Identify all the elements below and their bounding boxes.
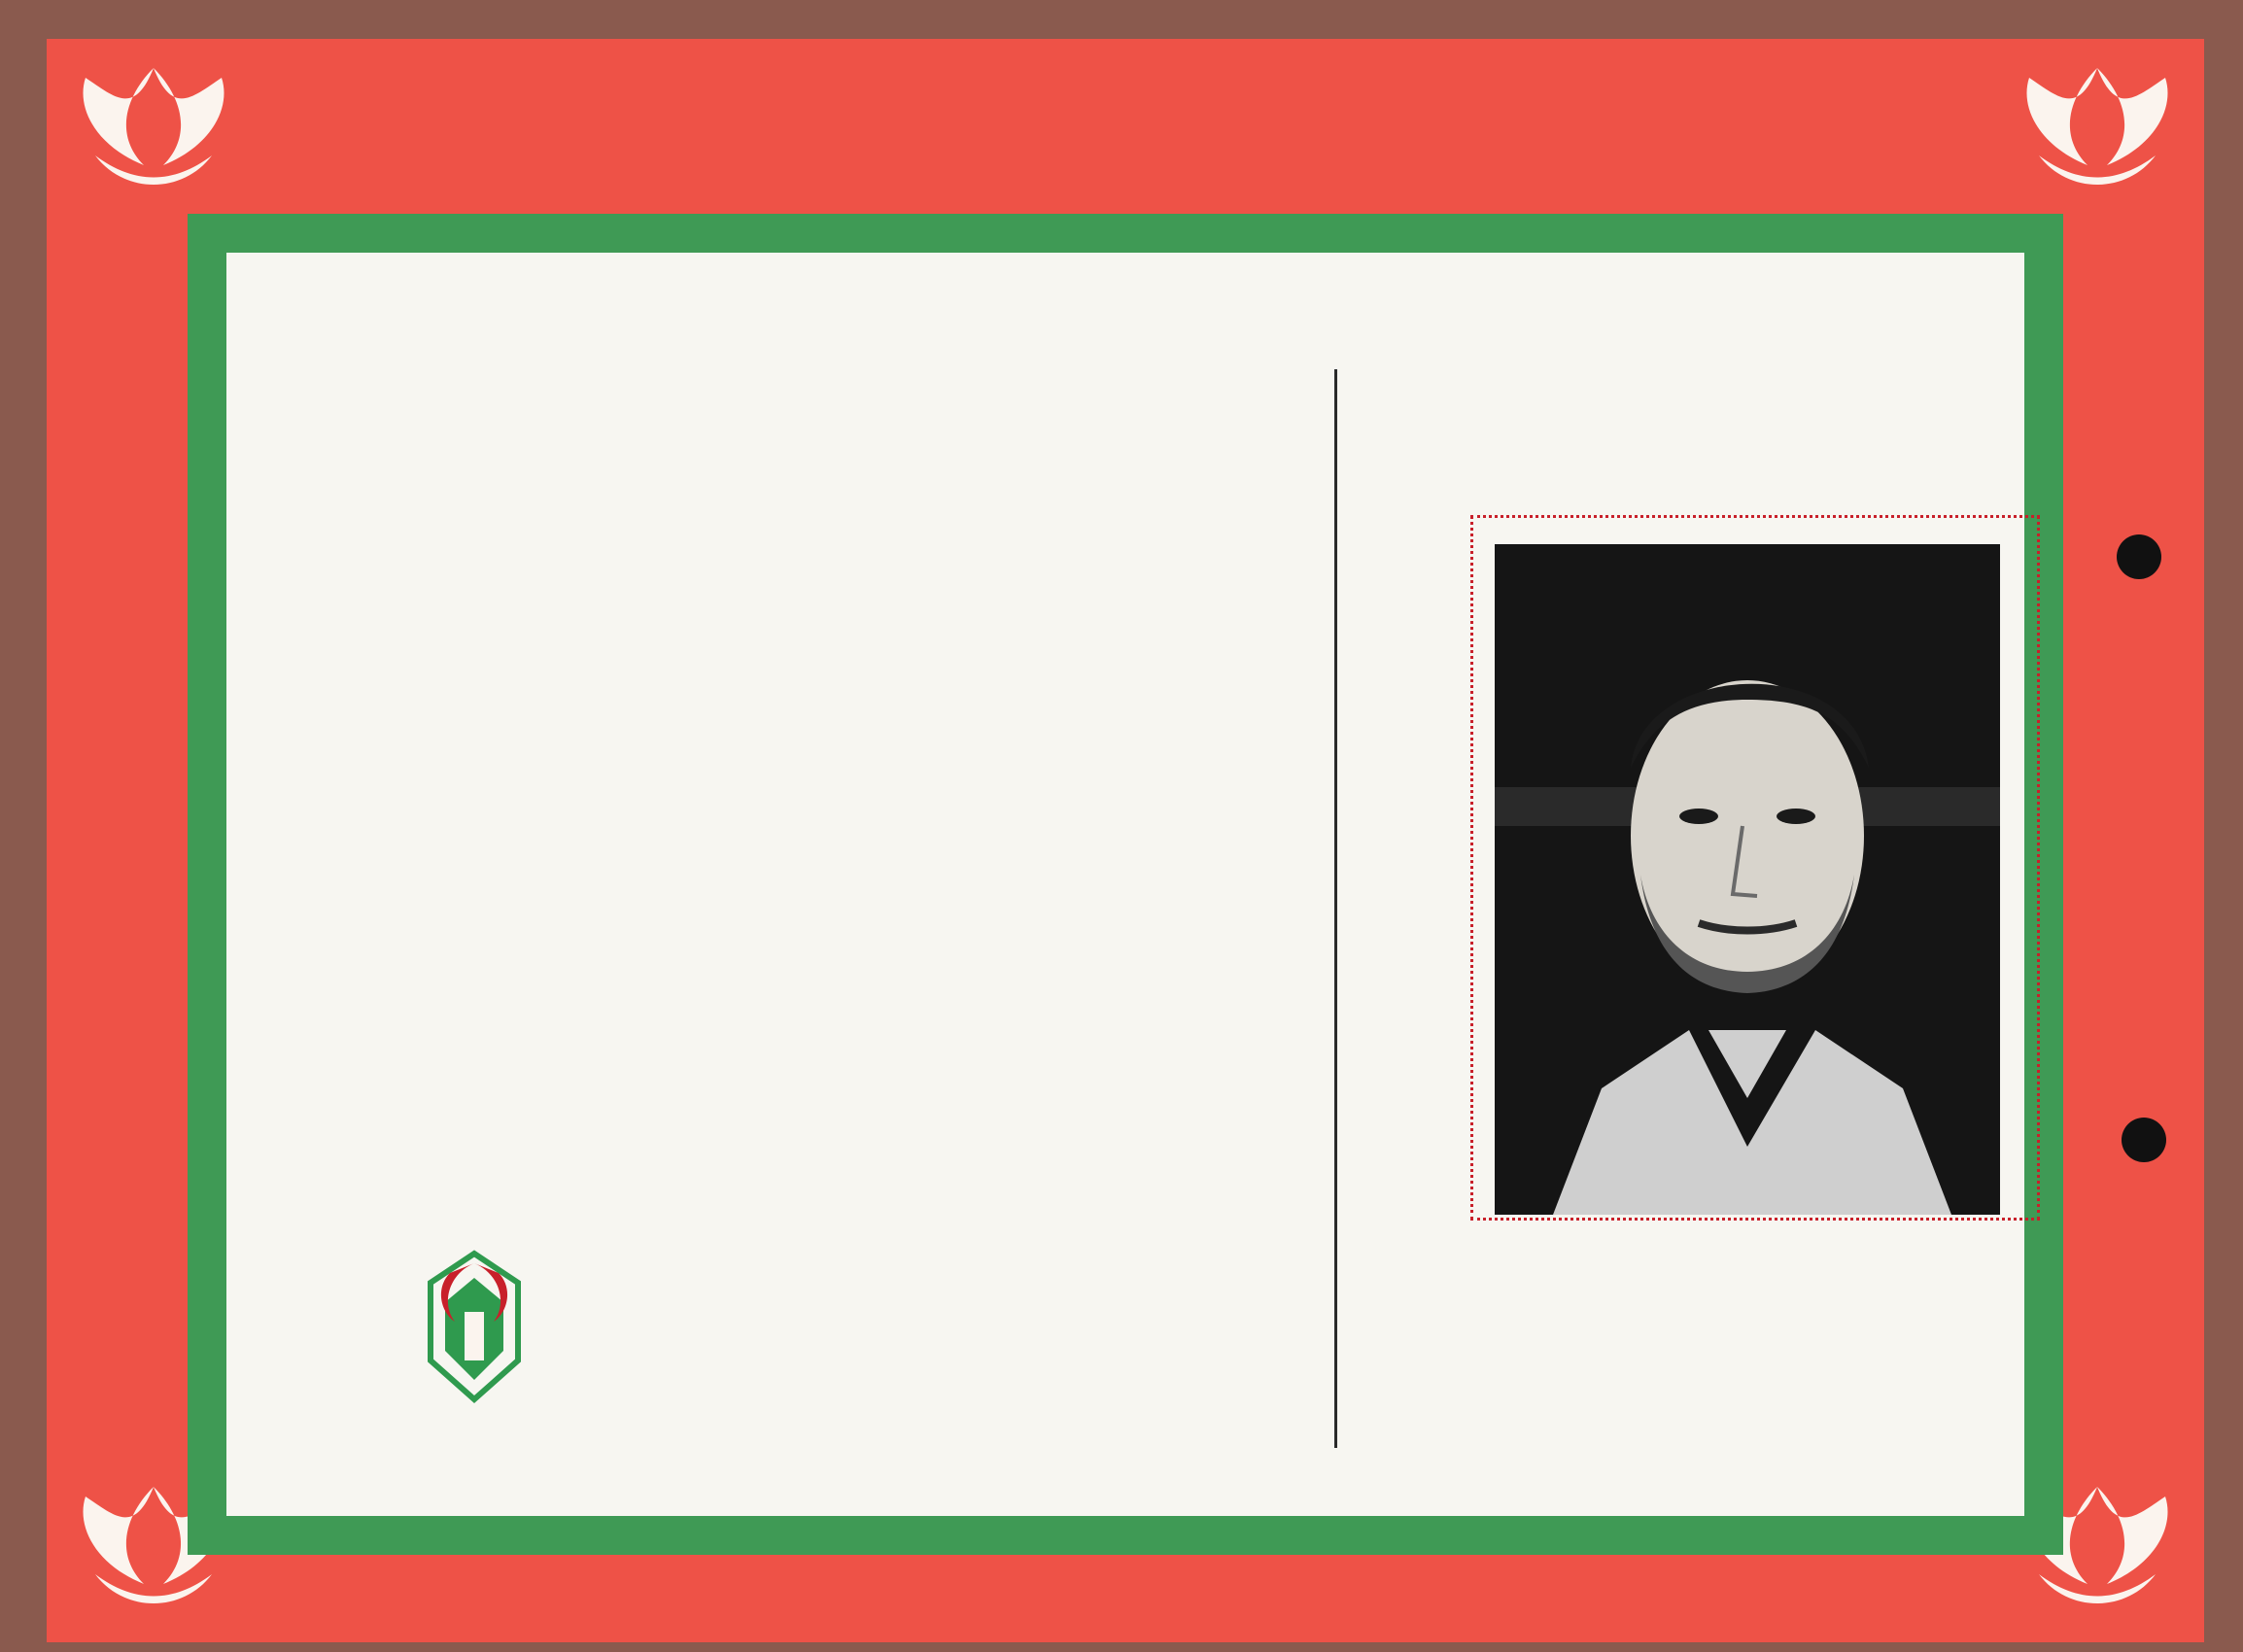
punch-hole-bottom xyxy=(2122,1118,2166,1162)
martyr-foundation-logo xyxy=(411,1244,537,1409)
martyr-portrait xyxy=(1495,544,2000,1215)
memorial-card xyxy=(188,214,2063,1555)
announcement-panel xyxy=(226,253,2024,1516)
vertical-divider xyxy=(1334,369,1337,1448)
slogan-band-bottom xyxy=(188,1516,2063,1555)
poster-paper xyxy=(47,39,2204,1642)
slogan-band-top xyxy=(188,214,2063,253)
slogan-band-left xyxy=(188,253,226,1516)
punch-hole-top xyxy=(2117,534,2161,579)
